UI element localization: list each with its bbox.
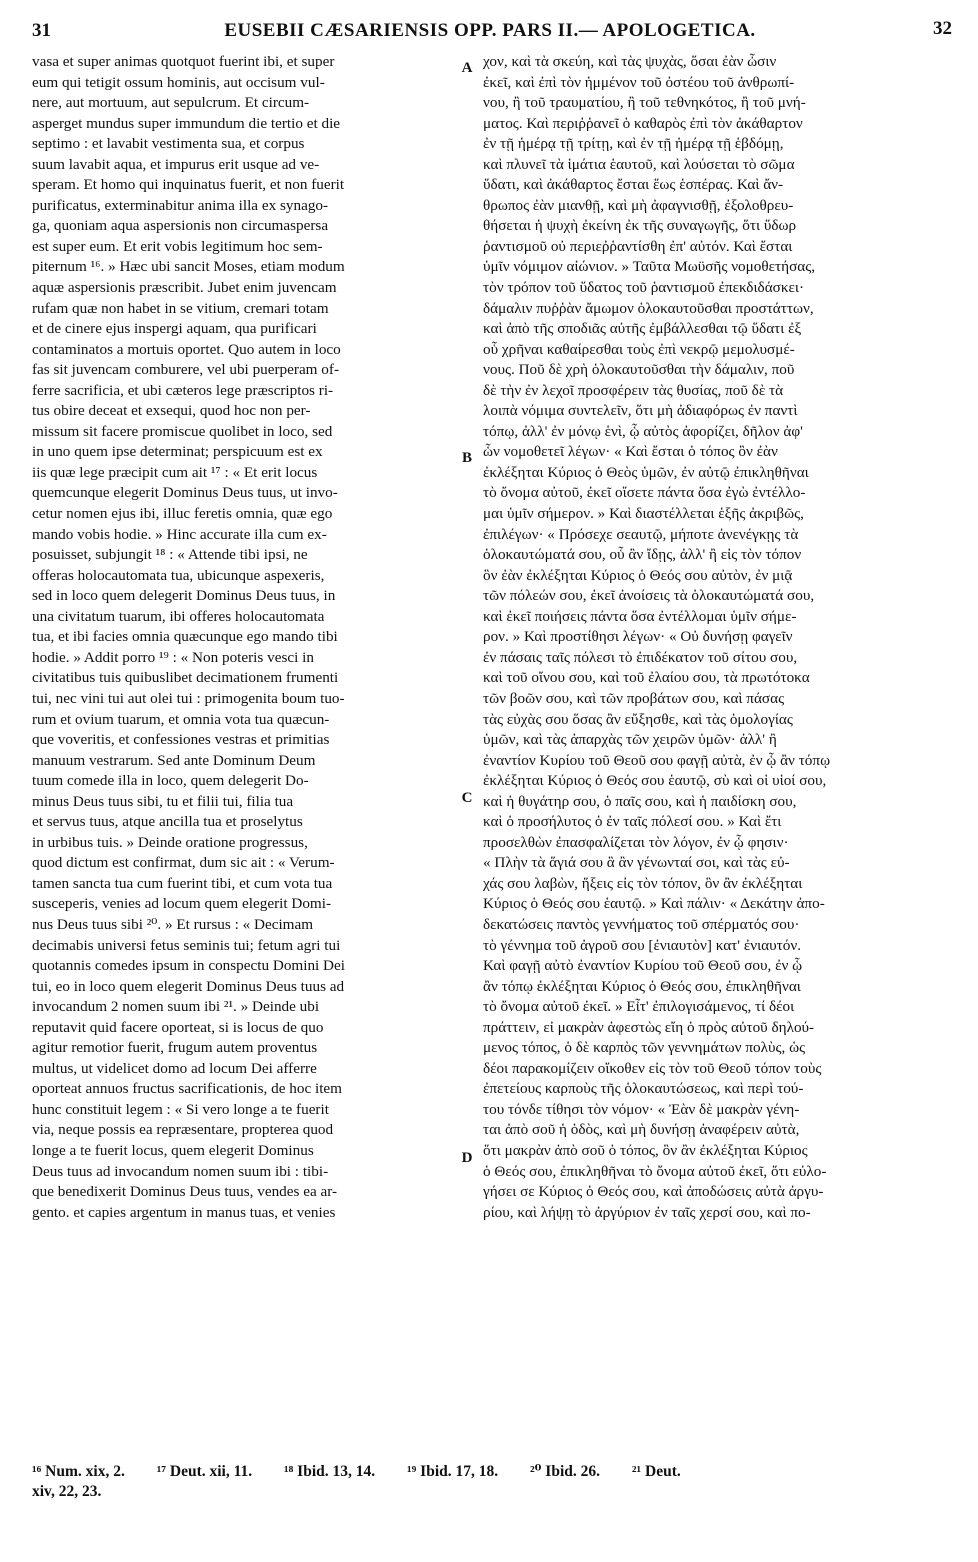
greek-text-line: καὶ ὁ προσήλυτος ὁ ἐν ταῖς πόλεσί σου. » Καὶ ἔτι <box>483 813 782 831</box>
latin-text-line: offeras holocautomata tua, ubicunque aspexeris, <box>32 566 325 584</box>
greek-text-line: Κύριος ὁ Θεός σου ἑαυτῷ. » Καὶ πάλιν· « Δεκάτην ἀπο- <box>483 895 825 913</box>
greek-text-line: νου, ἢ τοῦ τραυματίου, ἢ τοῦ τεθνηκότος, ἢ τοῦ μνή- <box>483 94 806 112</box>
greek-text-line: ὃν ἐὰν ἐκλέξηται Κύριος ὁ Θεός σου αὐτὸν, ἐν μιᾷ <box>483 566 793 584</box>
greek-text-line: τὰς εὐχὰς σου ὅσας ἂν εὔξησθε, καὶ τὰς ὁμολογίας <box>483 710 793 728</box>
latin-text-line: eum qui tetigit ossum hominis, aut occisum vul- <box>32 73 325 91</box>
greek-text-line: ὁλοκαυτώματά σου, οὗ ἂν ἴδῃς, ἀλλ' ἢ εἰς τὸν τόπον <box>483 546 802 564</box>
latin-text-line: hodie. » Addit porro ¹⁹ : « Non poteris vesci in <box>32 648 314 666</box>
greek-text-line: δὲ τὴν ἐν λεχοῖ προσφέρειν τὰς θυσίας, ποῦ δὲ τὰ <box>483 381 784 399</box>
latin-text-line: suum lavabit aqua, et impurus erit usque ad ve- <box>32 155 320 173</box>
footnote: ¹⁷ Deut. xii, 11. <box>156 1463 253 1480</box>
latin-text-line: tamen sancta tua cum fuerint tibi, et cum vota tua <box>32 874 333 892</box>
greek-text-line: Καὶ φαγῇ αὐτὸ ἐναντίον Κυρίου τοῦ Θεοῦ σου, ἐν ᾧ <box>483 957 803 975</box>
greek-text-line: τὸ γέννημα τοῦ ἀγροῦ σου [ἐνιαυτὸν] κατ' ἐνιαυτόν. <box>483 936 801 954</box>
greek-text-line: ἐν τῇ ἡμέρᾳ τῇ τρίτῃ, καὶ ἐν τῇ ἡμέρᾳ τῇ ἑβδόμῃ, <box>483 135 784 153</box>
greek-text-line: νους. Ποῦ δὲ χρὴ ὁλοκαυτοῦσθαι τὴν δάμαλιν, ποῦ <box>483 361 795 379</box>
latin-text-line: rufam quæ non habet in se vitium, cremari totam <box>32 299 329 317</box>
latin-text-line: quod dictum est confirmat, dum sic ait : « Verum- <box>32 854 335 872</box>
footnote: ¹⁸ Ibid. 13, 14. <box>284 1463 376 1480</box>
latin-text-line: tui, nec vini tui aut olei tui : primogenita boum tuo- <box>32 689 345 707</box>
greek-text-line: ῥαντισμοῦ οὐ περιεῤῥαντίσθη ἐπ' αὐτόν. Καὶ ἔσται <box>483 237 793 255</box>
footnote: ¹⁶ Num. xix, 2. <box>32 1463 125 1480</box>
greek-text-line: λοιπὰ νόμιμα συντελεῖν, ὅτι μὴ ἀδιαφόρως ἐν παντὶ <box>483 402 798 420</box>
greek-text-line: ται ἀπὸ σοῦ ἡ ὁδὸς, καὶ μὴ δυνήσῃ ἀναφέρειν αὐτὰ, <box>483 1121 800 1139</box>
greek-text-line: καὶ ἀπὸ τῆς σποδιᾶς αὐτῆς ἐμβάλλεσθαι τῷ ὕδατι ἐξ <box>483 320 802 338</box>
latin-text-line: est super eum. Et erit vobis legitimum hoc sem- <box>32 237 323 255</box>
latin-text-line: nere, aut mortuum, aut sepulcrum. Et circum- <box>32 94 310 112</box>
greek-text-line: καὶ τοῦ οἴνου σου, καὶ τοῦ ἐλαίου σου, τὰ πρωτότοκα <box>483 669 810 687</box>
greek-text-line: προσελθὼν ἐπασφαλίζεται τὸν λόγον, ἐν ᾧ φησιν· <box>483 833 789 851</box>
latin-text-line: longe a te fuerit locus, quem elegerit Dominus <box>32 1141 314 1159</box>
latin-text-line: fas sit juvencam comburere, vel ubi puerperam of- <box>32 361 340 379</box>
latin-text-line: nus Deus tuus sibi ²⁰. » Et rursus : « Decimam <box>32 915 314 933</box>
greek-text-line: δέοι παρακομίζειν οἴκοθεν εἰς τὸν τοῦ Θεοῦ τόπον τοὺς <box>483 1059 822 1077</box>
latin-text-line: vasa et super animas quotquot fuerint ibi, et super <box>32 53 335 70</box>
greek-text-line: μαι ὑμῖν σήμερον. » Καὶ διαστέλλεται ἑξῆς ἀκριβῶς, <box>483 505 804 523</box>
latin-text-line: et de cinere ejus inspergi aquam, qua purificari <box>32 320 317 338</box>
greek-text-line: « Πλὴν τὰ ἅγιά σου ἃ ἂν γένωνταί σοι, καὶ τὰς εὐ- <box>483 854 790 872</box>
greek-text-line: ἐν πάσαις ταῖς πόλεσι τὸ ἐπιδέκατον τοῦ σίτου σου, <box>483 648 798 666</box>
greek-text-line: ἐπιλέγων· « Πρόσεχε σεαυτῷ, μήποτε ἀνενέγκῃς τὰ <box>483 525 799 543</box>
margin-markers <box>456 0 480 1562</box>
greek-text-line: ὑμῶν, καὶ τὰς ἀπαρχὰς τῶν χειρῶν ὑμῶν· ἀλλ' ἢ <box>483 731 777 749</box>
latin-text-line: quemcunque elegerit Dominus Deus tuus, ut invo- <box>32 484 338 502</box>
greek-text-line: ὅτι μακρὰν ἀπὸ σοῦ ὁ τόπος, ὃν ἂν ἐκλέξηται Κύριος <box>483 1141 808 1159</box>
latin-text-line: iis quæ lege præcipit cum ait ¹⁷ : « Et erit locus <box>32 463 318 481</box>
footnote: ²⁰ Ibid. 26. <box>530 1463 601 1480</box>
latin-text-line: tus obire deceat et exsequi, quod hoc non per- <box>32 402 311 420</box>
footnotes <box>32 1462 932 1502</box>
latin-text-line: susceperis, venies ad locum quem elegerit Domi- <box>32 895 332 913</box>
greek-text-line: τὸ ὄνομα αὐτοῦ, ἐκεῖ οἴσετε πάντα ὅσα ἐγὼ ἐντέλλο- <box>483 484 806 502</box>
greek-text-line: ἐκλέξηται Κύριος ὁ Θεός σου ἑαυτῷ, σὺ καὶ οἱ υἱοί σου, <box>483 772 827 790</box>
greek-text-line: δάμαλιν πυῤῥὰν ἄμωμον ὁλοκαυτοῦσθαι προστάττων, <box>483 299 814 317</box>
page-header <box>28 12 952 48</box>
latin-text-line: civitatibus tuis quibuslibet decimationem frumenti <box>32 669 339 687</box>
greek-text-line: ἐκεῖ, καὶ ἐπὶ τὸν ἡμμένον τοῦ ὀστέου τοῦ ἀνθρωπί- <box>483 73 795 91</box>
latin-text-line: sed in loco quem delegerit Dominus Deus tuus, in <box>32 587 336 605</box>
greek-text-line: χάς σου λαβὼν, ἥξεις εἰς τὸν τόπον, ὃν ἂν ἐκλέξηται <box>483 874 803 892</box>
latin-text-line: mando vobis hodie. » Hinc accurate illa cum ex- <box>32 525 327 543</box>
page-number-right: 32 <box>933 18 952 39</box>
latin-text-line: gento. et capies argentum in manus tuas, et venies <box>32 1203 336 1221</box>
greek-text-line: τὸν τρόπον τοῦ ὕδατος τοῦ ῥαντισμοῦ ἐπεκδιδάσκει· <box>483 279 805 297</box>
greek-text-line: ὑμῖν νόμιμον αἰώνιον. » Ταῦτα Μωϋσῆς νομοθετήσας, <box>483 258 816 276</box>
latin-text-line: posuisset, subjungit ¹⁸ : « Attende tibi ipsi, ne <box>32 546 308 564</box>
greek-text-line: ματος. Καὶ περιῤῥανεῖ ὁ καθαρὸς ἐπὶ τὸν ἀκάθαρτον <box>483 114 803 132</box>
greek-text-line: χον, καὶ τὰ σκεύη, καὶ τὰς ψυχὰς, ὅσαι ἐὰν ὦσιν <box>483 53 777 70</box>
latin-text-line: que benedixerit Dominus Deus tuus, vendes ea ar- <box>32 1183 338 1201</box>
page-number-left: 31 <box>32 20 51 41</box>
latin-text-line: aquæ aspersionis præscribit. Jubet enim juvencam <box>32 279 337 297</box>
latin-text-line: rum et ovium tuarum, et omnia vota tua quæcun- <box>32 710 330 728</box>
latin-text-line: piternum ¹⁶. » Hæc ubi sancit Moses, etiam modum <box>32 258 345 276</box>
latin-text-line: minus Deus tuus sibi, tu et filii tui, filia tua <box>32 792 294 810</box>
greek-text-line: τὸ ὄνομα αὐτοῦ ἐκεῖ. » Εἶτ' ἐπιλογισάμενος, τί δέοι <box>483 998 795 1016</box>
greek-text-line: τῶν πόλεών σου, ἐκεῖ ἀνοίσεις τὰ ὁλοκαυτώματά σου, <box>483 587 815 605</box>
latin-text-line: purificatus, exterminabitur anima illa ex synago- <box>32 196 329 214</box>
running-title: EUSEBII CÆSARIENSIS OPP. PARS II.— APOLOGETICA. <box>224 20 756 41</box>
latin-text-line: decimabis universi fetus seminis tui; fetum agri tui <box>32 936 341 954</box>
greek-column <box>483 52 923 1223</box>
greek-text-line: ἐναντίον Κυρίου τοῦ Θεοῦ σου φαγῇ αὐτὰ, ἐν ᾧ ἂν τόπῳ <box>483 751 831 769</box>
latin-text-line: septimo : et lavabit vestimenta sua, et corpus <box>32 135 305 153</box>
latin-text-line: via, neque possis ea repræsentare, propterea quod <box>32 1121 334 1139</box>
latin-text-line: agitur remotior fuerit, frugum autem proventus <box>32 1039 318 1057</box>
latin-text-line: reputavit quid facere oporteat, si is locus de quo <box>32 1018 324 1036</box>
latin-text-line: missum sit facere promiscue quolibet in loco, sed <box>32 422 333 440</box>
greek-text-line: καὶ ἡ θυγάτηρ σου, ὁ παῖς σου, καὶ ἡ παιδίσκη σου, <box>483 792 797 810</box>
greek-text-line: ὧν νομοθετεῖ λέγων· « Καὶ ἔσται ὁ τόπος ὃν ἐὰν <box>483 443 778 461</box>
greek-text-line: θρωπος ἐὰν μιανθῇ, καὶ μὴ ἀφαγνισθῇ, ἐξολοθρευ- <box>483 196 794 214</box>
latin-text-line: invocandum 2 nomen suum ibi ²¹. » Deinde ubi <box>32 998 320 1016</box>
greek-text-line: θήσεται ἡ ψυχὴ ἐκείνη ἐκ τῆς συναγωγῆς, ὅτι ὕδωρ <box>483 217 797 235</box>
latin-text-line: tui, eo in loco quem elegerit Dominus Deus tuus ad <box>32 977 345 995</box>
latin-text-line: ga, quoniam aqua aspersionis non circumaspersa <box>32 217 329 235</box>
greek-text-line: πράττειν, εἰ μακρὰν ἀφεστὼς εἴη ὁ πρὸς αὐτοῦ δηλού- <box>483 1018 815 1036</box>
greek-text-line: ρίου, καὶ λήψῃ τὸ ἀργύριον ἐν ταῖς χερσί σου, καὶ πο- <box>483 1203 811 1221</box>
greek-text-line: του τόνδε τίθησι τὸν νόμον· « Ἐὰν δὲ μακρὰν γένη- <box>483 1100 800 1118</box>
margin-marker-b: B <box>461 450 472 466</box>
greek-text-line: ὕδατι, καὶ ἀκάθαρτος ἔσται ἕως ἑσπέρας. Καὶ ἄν- <box>483 176 784 194</box>
latin-text-line: una civitatum tuarum, ibi offeres holocautomata <box>32 607 325 625</box>
latin-text-line: quotannis comedes ipsum in conspectu Domini Dei <box>32 957 345 975</box>
greek-text-line: ρον. » Καὶ προστίθησι λέγων· « Οὐ δυνήσῃ φαγεῖν <box>483 628 793 646</box>
footnote-continuation: xiv, 22, 23. <box>32 1483 102 1500</box>
greek-text-line: μενος τόπος, ὁ δὲ καρπὸς τῶν γεννημάτων πολὺς, ὡς <box>483 1039 806 1057</box>
greek-text-line: τῶν βοῶν σου, καὶ τῶν προβάτων σου, καὶ πάσας <box>483 689 785 707</box>
latin-text-line: asperget mundus super immundum die tertio et die <box>32 114 341 132</box>
latin-text-line: contaminatos a mortuis oportet. Quo autem in loco <box>32 340 341 358</box>
footnote-row <box>32 1482 932 1502</box>
greek-text-line: ἐπετείους καρποὺς τῆς ὁλοκαυτώσεως, καὶ περὶ τού- <box>483 1080 804 1098</box>
latin-text-line: tuum comede illa in loco, quem delegerit Do- <box>32 772 309 790</box>
greek-text-line: ἐκλέξηται Κύριος ὁ Θεὸς ὑμῶν, ἐν αὐτῷ ἐπικληθῆναι <box>483 463 809 481</box>
margin-marker-d: D <box>461 1150 473 1166</box>
latin-text-line: in uno quem ipse determinat; perspicuum est ex <box>32 443 323 461</box>
latin-text-line: Deus tuus ad invocandum nomen suum ibi : tibi- <box>32 1162 329 1180</box>
latin-column <box>32 52 454 1223</box>
latin-text-line: manuum vestrarum. Sed ante Dominum Deum <box>32 751 316 769</box>
latin-text-line: in urbibus tuis. » Deinde oratione progressus, <box>32 833 308 851</box>
latin-text-line: ferre sacrificia, et ubi cæteros lege præscriptos ri- <box>32 381 334 399</box>
greek-text-line: καὶ πλυνεῖ τὰ ἱμάτια ἑαυτοῦ, καὶ λούσεται τὸ σῶμα <box>483 155 795 173</box>
latin-text-line: multus, ut videlicet domo ad locum Dei afferre <box>32 1059 317 1077</box>
greek-text-line: δεκατώσεις παντὸς γεννήματος τοῦ σπέρματός σου· <box>483 915 800 933</box>
footnote-row <box>32 1462 932 1482</box>
margin-marker-a: A <box>461 60 473 76</box>
latin-text-line: oporteat annuos fructus sacrificationis, de hoc item <box>32 1080 342 1098</box>
latin-text-line: tua, et ibi facies omnia quæcunque ego mando tibi <box>32 628 338 646</box>
footnote: ²¹ Deut. <box>631 1463 681 1480</box>
greek-text-line: γήσει σε Κύριος ὁ Θεός σου, καὶ ἀποδώσεις αὐτὰ ἀργυ- <box>483 1183 824 1201</box>
margin-marker-c: C <box>461 790 473 806</box>
latin-text-line: hunc constituit legem : « Si vero longe a te fuerit <box>32 1100 329 1118</box>
latin-text-line: speram. Et homo qui inquinatus fuerit, et non fuerit <box>32 176 345 194</box>
latin-text-line: et servus tuus, atque ancilla tua et proselytus <box>32 813 303 831</box>
latin-text-line: cetur nomen ejus ibi, illuc feretis omnia, quæ ego <box>32 505 333 523</box>
greek-text-line: καὶ ἐκεῖ ποιήσεις πάντα ὅσα ἐντέλλομαι ὑμῖν σήμε- <box>483 607 797 625</box>
footnote: ¹⁹ Ibid. 17, 18. <box>407 1463 499 1480</box>
greek-text-line: ἂν τόπῳ ἐκλέξηται Κύριος ὁ Θεός σου, ἐπικληθῆναι <box>483 977 801 995</box>
greek-text-line: οὗ χρῆναι καθαίρεσθαι τοὺς ἐπὶ νεκρῷ μεμολυσμέ- <box>483 340 795 358</box>
latin-text-line: que voveritis, et confessiones vestras et primitias <box>32 731 330 749</box>
greek-text-line: τόπῳ, ἀλλ' ἐν μόνῳ ἑνὶ, ᾧ αὐτὸς ἀφορίζει, δῆλον ἀφ' <box>483 422 803 440</box>
greek-text-line: ὁ Θεός σου, ἐπικληθῆναι τὸ ὄνομα αὐτοῦ ἐκεῖ, ὅτι εὐλο- <box>483 1162 827 1180</box>
